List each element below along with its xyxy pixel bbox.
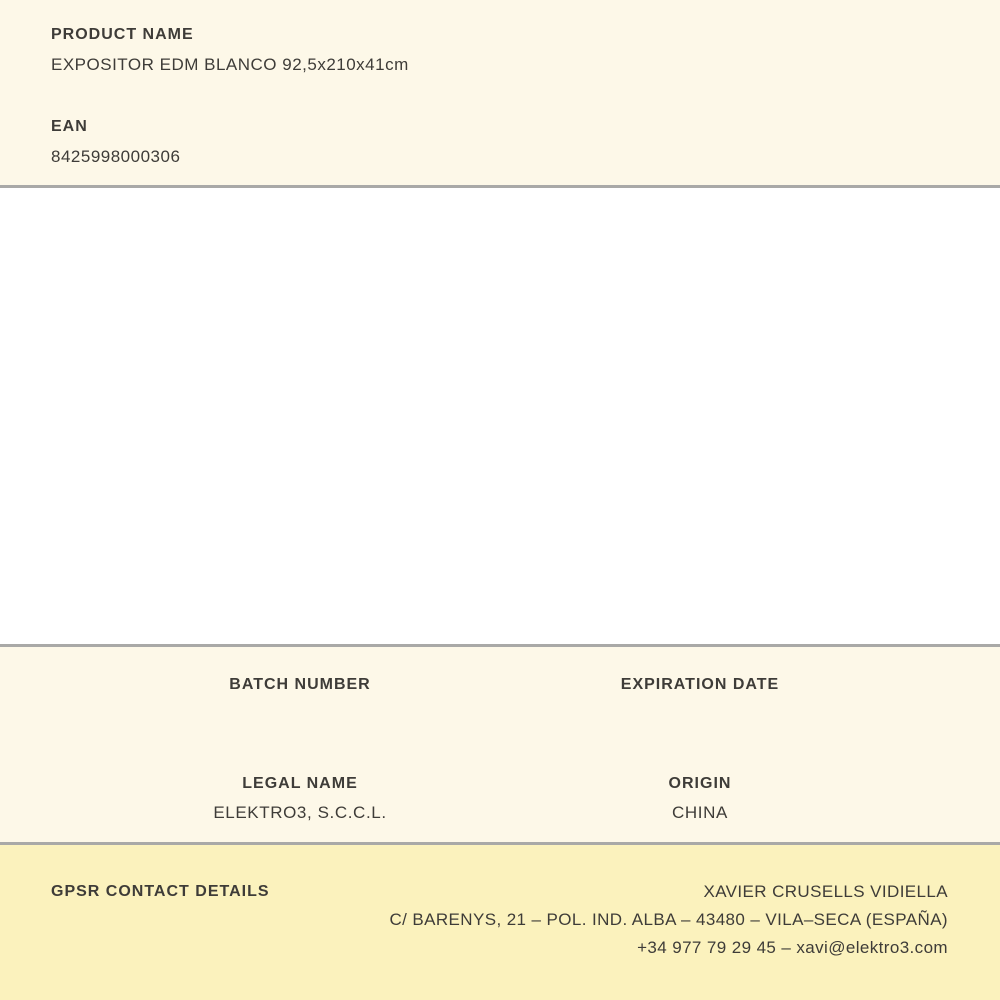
legal-name-field: [100, 774, 500, 823]
contact-phone-email: +34 977 79 29 45 – xavi@elektro3.com: [637, 938, 948, 957]
legal-name-value: ELEKTRO3, S.C.C.L.: [213, 803, 387, 822]
contact-person-name: XAVIER CRUSELLS VIDIELLA: [703, 882, 948, 901]
batch-number-field: [100, 675, 500, 703]
product-name-value: EXPOSITOR EDM BLANCO 92,5x210x41cm: [51, 55, 409, 74]
expiration-date-label: EXPIRATION DATE: [620, 676, 780, 693]
gpsr-contact-block: [270, 878, 948, 962]
batch-number-label: BATCH NUMBER: [229, 676, 371, 693]
gpsr-contact-label: GPSR CONTACT DETAILS: [51, 883, 270, 900]
details-section: [0, 647, 1000, 845]
origin-field: [500, 774, 900, 823]
product-name-field: [51, 25, 949, 75]
legal-name-label: LEGAL NAME: [242, 775, 358, 792]
footer-section: [0, 845, 1000, 1000]
ean-field: [51, 117, 949, 167]
ean-value: 8425998000306: [51, 147, 181, 166]
batch-expiration-row: [100, 675, 900, 703]
legal-origin-row: [100, 774, 900, 823]
origin-label: ORIGIN: [668, 775, 732, 792]
expiration-date-field: [500, 675, 900, 703]
blank-content-section: [0, 188, 1000, 647]
contact-address: C/ BARENYS, 21 – POL. IND. ALBA – 43480 – VILA–SECA (ESPAÑA): [389, 910, 948, 929]
origin-value: CHINA: [672, 803, 728, 822]
product-name-label: PRODUCT NAME: [51, 26, 194, 43]
header-section: [0, 0, 1000, 188]
ean-label: EAN: [51, 118, 88, 135]
